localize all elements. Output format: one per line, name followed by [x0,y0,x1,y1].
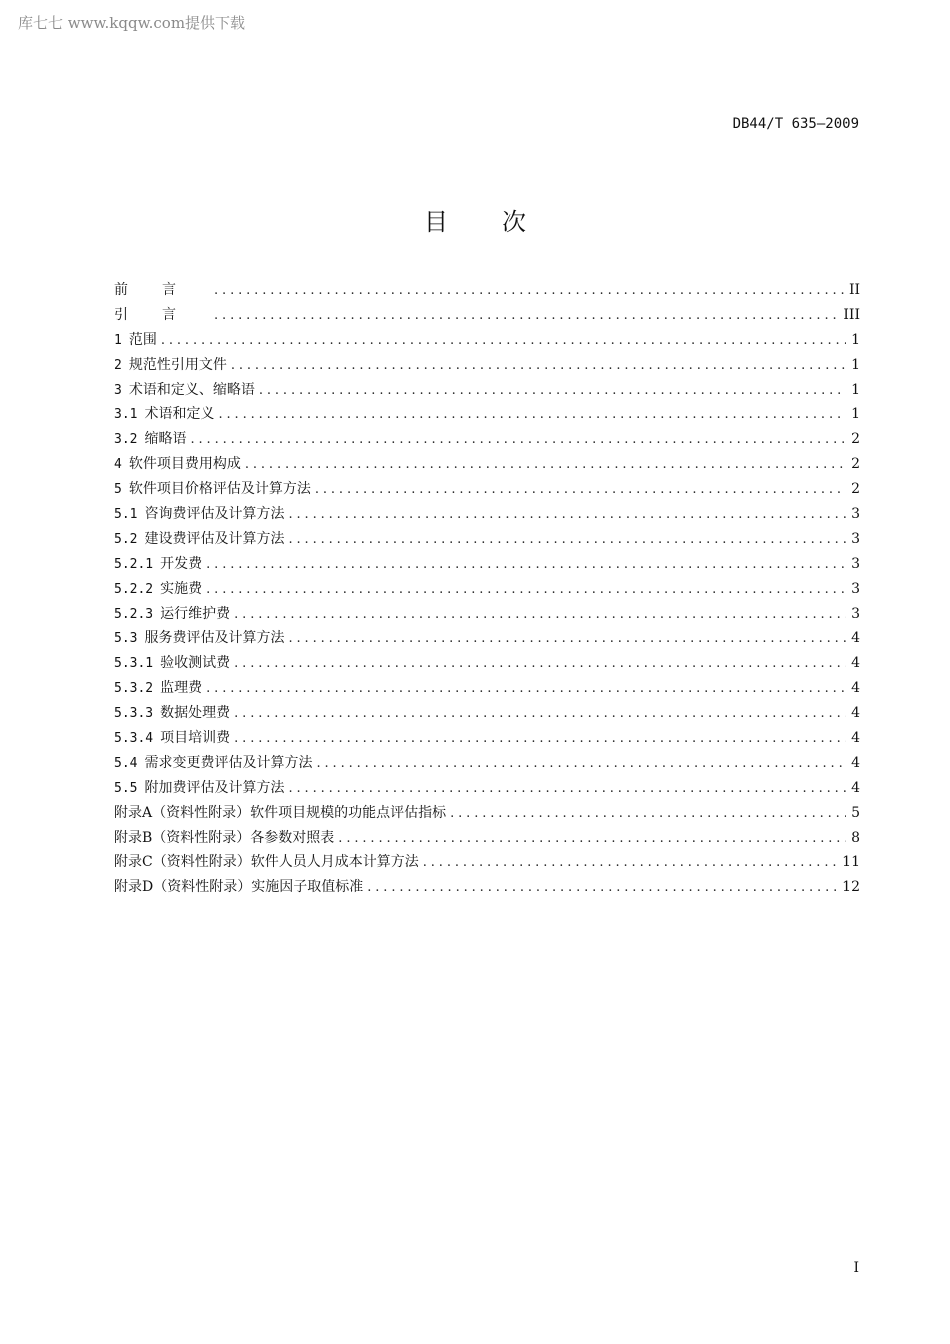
toc-entry-page: 4 [851,754,860,771]
toc-entry-text: 附加费评估及计算方法 [144,779,285,796]
toc-leader-dots [190,430,846,450]
toc-entry-number: 5.3.2 [114,681,154,697]
toc-entry-number: 5.2.1 [114,556,154,572]
toc-entry-label [114,454,245,475]
toc-entry-label [114,653,234,674]
toc-entry-label [114,479,315,500]
toc-entry-label [114,554,206,575]
toc-entry-page: 11 [842,854,860,871]
toc-entry-text: 监理费 [160,680,203,697]
table-of-contents [114,280,860,902]
toc-entry[interactable] [114,330,860,355]
toc-leader-dots [214,306,839,326]
toc-leader-dots [234,704,846,724]
toc-entry-text: 软件项目费用构成 [128,456,241,473]
toc-leader-dots [315,480,846,500]
toc-entry[interactable] [114,404,860,429]
toc-entry-label [114,579,206,600]
toc-entry-number: 2 [114,357,122,373]
toc-leader-dots [245,455,846,475]
toc-entry-page: 2 [851,481,860,498]
toc-entry-label [114,604,234,625]
toc-leader-dots [288,505,846,525]
toc-entry-number: 5.3.4 [114,731,154,747]
toc-entry-number: 5.3.3 [114,706,154,722]
toc-entry-label [114,803,450,823]
toc-entry-number: 5 [114,482,122,498]
toc-entry-text: 术语和定义、缩略语 [128,381,255,398]
toc-entry[interactable] [114,653,860,678]
toc-leader-dots [288,779,846,799]
toc-entry[interactable] [114,479,860,504]
toc-leader-dots [214,281,845,301]
toc-entry-number: 5.3.1 [114,656,154,672]
toc-entry-label [114,355,231,376]
toc-entry-text: 缩略语 [144,431,187,448]
toc-entry-number: 1 [114,332,122,348]
toc-entry-label [114,728,234,749]
page-title [0,202,950,237]
watermark-text: 库七七 www.kqqw.com提供下载 [18,14,246,32]
toc-leader-dots [234,729,846,749]
toc-entry-text: 附录B（资料性附录）各参数对照表 [114,829,335,846]
toc-entry-page: 4 [851,779,860,796]
toc-entry-page: 2 [851,456,860,473]
toc-entry-number: 5.5 [114,780,138,796]
toc-entry-text: 需求变更费评估及计算方法 [144,754,313,771]
toc-leader-dots [367,878,838,898]
toc-entry-text: 附录D（资料性附录）实施因子取值标准 [114,879,364,896]
toc-entry[interactable] [114,280,860,305]
toc-entry-text: 前言 [114,282,210,298]
toc-entry[interactable] [114,454,860,479]
toc-entry-label [114,678,206,699]
toc-entry[interactable] [114,604,860,629]
toc-entry-text: 规范性引用文件 [128,356,227,373]
toc-entry[interactable] [114,355,860,380]
toc-entry-page: 4 [851,630,860,647]
toc-entry-label [114,330,161,351]
toc-entry-page: 2 [851,431,860,448]
toc-entry-label [114,828,338,848]
toc-entry-page: 3 [851,506,860,523]
page-title-char-1: 目 [424,208,448,236]
toc-entry[interactable] [114,703,860,728]
toc-entry[interactable] [114,852,860,877]
toc-entry-text: 引言 [114,306,210,323]
page-number: I [853,1260,859,1276]
toc-entry-label [114,852,423,872]
toc-entry-label [114,778,288,799]
toc-leader-dots [231,356,846,376]
toc-entry-label [114,529,288,550]
page-title-char-2: 次 [502,208,526,236]
toc-entry-label [114,404,218,425]
toc-entry-text: 实施费 [160,580,203,597]
toc-entry-text: 附录A（资料性附录）软件项目规模的功能点评估指标 [114,804,447,821]
toc-entry-label [114,628,288,649]
toc-entry-text: 咨询费评估及计算方法 [144,506,285,523]
toc-entry-label [114,504,288,525]
toc-leader-dots [423,853,838,873]
toc-entry-page: 3 [851,555,860,572]
toc-leader-dots [288,629,846,649]
toc-entry[interactable] [114,753,860,778]
toc-entry-number: 5.2.3 [114,606,154,622]
toc-entry[interactable] [114,728,860,753]
toc-entry-number: 5.1 [114,507,138,523]
toc-leader-dots [288,530,846,550]
toc-entry[interactable] [114,778,860,803]
toc-entry-text: 术语和定义 [144,406,215,423]
toc-entry-text: 附录C（资料性附录）软件人员人月成本计算方法 [114,854,419,871]
toc-entry-text: 验收测试费 [160,655,231,672]
toc-entry-page: 3 [851,580,860,597]
toc-entry-label [114,877,367,897]
toc-entry-page: 8 [851,829,860,846]
toc-entry-label [114,280,214,300]
toc-leader-dots [218,405,846,425]
toc-entry[interactable] [114,628,860,653]
toc-entry[interactable] [114,504,860,529]
toc-entry-number: 5.2.2 [114,581,154,597]
toc-leader-dots [316,754,846,774]
toc-entry-number: 5.4 [114,755,138,771]
toc-entry[interactable] [114,579,860,604]
toc-entry-page: 1 [851,331,860,348]
toc-entry-page: 4 [851,730,860,747]
toc-leader-dots [450,804,846,824]
toc-entry-number: 3 [114,382,122,398]
toc-leader-dots [161,331,846,351]
toc-leader-dots [234,605,846,625]
toc-entry-number: 3.2 [114,432,138,448]
toc-entry[interactable] [114,305,860,330]
toc-entry-text: 软件项目价格评估及计算方法 [128,481,311,498]
toc-leader-dots [338,829,846,849]
toc-entry-label [114,429,190,450]
toc-entry-page: 5 [851,804,860,821]
toc-entry-text: 运行维护费 [160,605,231,622]
toc-entry-text: 项目培训费 [160,730,231,747]
toc-entry[interactable] [114,554,860,579]
toc-entry-label [114,380,259,401]
toc-entry-label [114,703,234,724]
toc-entry-page: 3 [851,530,860,547]
toc-entry-text: 服务费评估及计算方法 [144,630,285,647]
toc-entry-text: 数据处理费 [160,705,231,722]
toc-entry[interactable] [114,828,860,853]
toc-entry[interactable] [114,529,860,554]
toc-entry-number: 5.3 [114,631,138,647]
document-code: DB44/T 635—2009 [732,116,859,132]
toc-entry-page: 1 [851,406,860,423]
toc-entry-page: 12 [842,879,860,896]
toc-entry-text: 开发费 [160,555,203,572]
toc-entry[interactable] [114,877,860,902]
toc-entry-page: 1 [851,381,860,398]
toc-entry-label [114,305,214,325]
toc-entry-text: 范围 [128,331,157,348]
toc-entry-page: 1 [851,356,860,373]
toc-entry[interactable] [114,803,860,828]
toc-entry[interactable] [114,380,860,405]
toc-entry-page: II [848,282,860,298]
toc-entry-label [114,753,316,774]
toc-leader-dots [206,580,846,600]
toc-entry-text: 建设费评估及计算方法 [144,530,285,547]
toc-entry-page: 4 [851,680,860,697]
toc-leader-dots [206,679,846,699]
toc-leader-dots [259,381,846,401]
toc-entry[interactable] [114,429,860,454]
toc-leader-dots [206,555,846,575]
toc-entry-page: 4 [851,705,860,722]
toc-entry-page: III [843,306,860,323]
toc-entry-page: 4 [851,655,860,672]
toc-leader-dots [234,654,846,674]
toc-entry-number: 3.1 [114,407,138,423]
toc-entry-number: 4 [114,457,122,473]
toc-entry-page: 3 [851,605,860,622]
toc-entry[interactable] [114,678,860,703]
toc-entry-number: 5.2 [114,531,138,547]
